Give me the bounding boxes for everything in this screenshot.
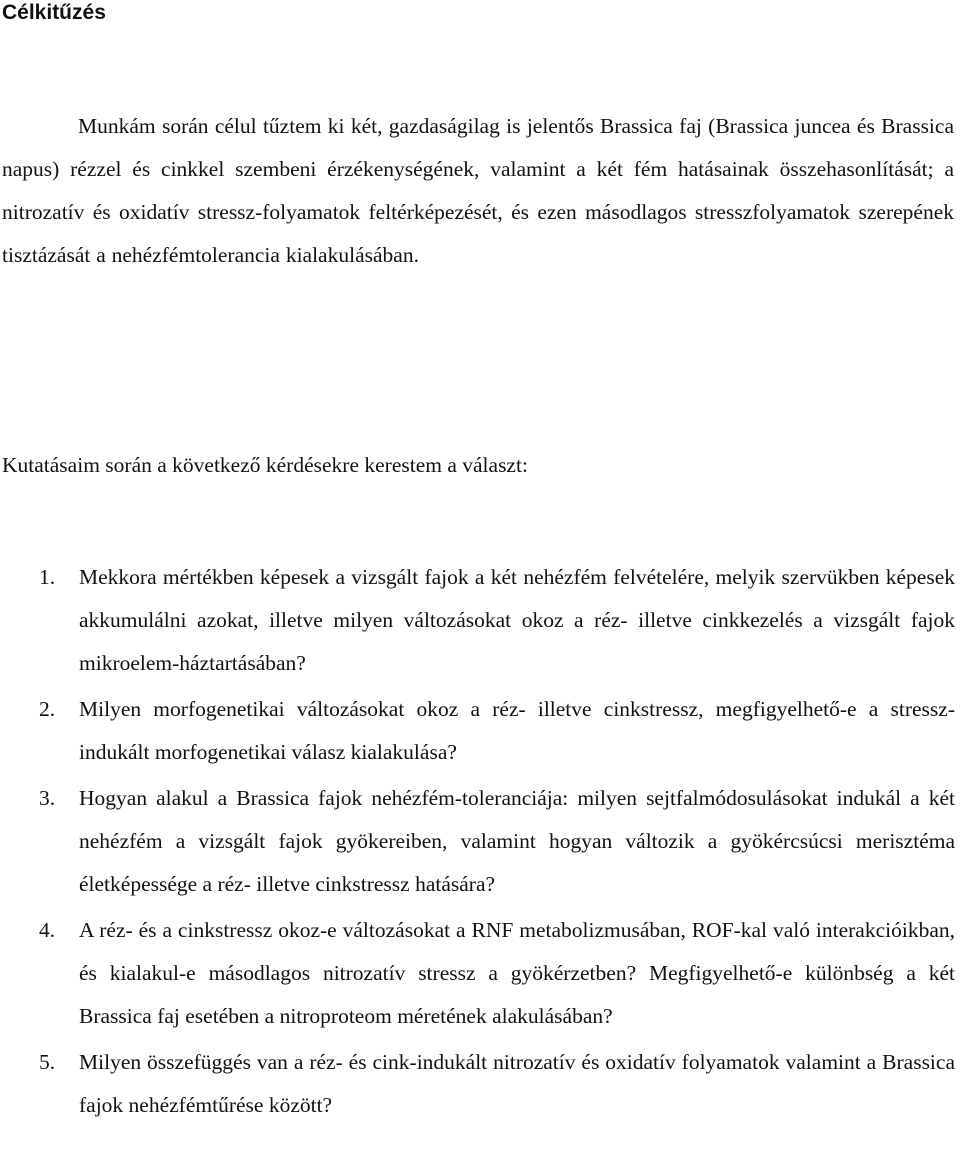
question-number: 4. <box>39 918 56 942</box>
question-text: A réz- és a cinkstressz okoz-e változásokat a RNF metabolizmusában, ROF-kal való interakcióikban, és kialakul-e másodlagos nitrozatív stressz a gyökérzetben? Megfigyelhető-e különbség a két Brassica faj esetében a nitroproteom méretének alakulásában? <box>79 918 955 1028</box>
questions-lead: Kutatásaim során a következő kérdésekre kerestem a választ: <box>2 453 528 477</box>
research-question <box>0 777 955 906</box>
research-question <box>0 688 955 774</box>
research-questions-list <box>0 556 955 1127</box>
question-number: 2. <box>39 697 56 721</box>
question-text: Milyen összefüggés van a réz- és cink-indukált nitrozatív és oxidatív folyamatok valamint a Brassica fajok nehézfémtűrése között? <box>79 1050 955 1117</box>
research-question <box>0 556 955 685</box>
section-heading: Célkitűzés <box>2 1 106 24</box>
question-number: 5. <box>39 1050 56 1074</box>
research-question <box>0 1041 955 1127</box>
question-text: Hogyan alakul a Brassica fajok nehézfém-toleranciája: milyen sejtfalmódosulásokat indukál a két nehézfém a vizsgált fajok gyökereiben, valamint hogyan változik a gyökércsúcsi merisztéma életképessége a réz- illetve cinkstressz hatására? <box>79 786 955 896</box>
question-number: 1. <box>39 565 56 589</box>
question-text: Milyen morfogenetikai változásokat okoz a réz- illetve cinkstressz, megfigyelhető-e a stressz-indukált morfogenetikai válasz kialakulása? <box>79 697 955 764</box>
question-number: 3. <box>39 786 56 810</box>
research-question <box>0 909 955 1038</box>
question-text: Mekkora mértékben képesek a vizsgált fajok a két nehézfém felvételére, melyik szervükben képesek akkumulálni azokat, illetve milyen változásokat okoz a réz- illetve cinkkezelés a vizsgált fajok mikroelem-háztartásában? <box>79 565 955 675</box>
intro-paragraph: Munkám során célul tűztem ki két, gazdaságilag is jelentős Brassica faj (Brassica juncea és Brassica napus) rézzel és cinkkel szembeni érzékenységének, valamint a két fém hatásainak összehasonlítását; a nitrozatív és oxidatív stressz-folyamatok feltérképezését, és ezen másodlagos stresszfolyamatok szerepének tisztázását a nehézfémtolerancia kialakulásában. <box>2 114 954 267</box>
